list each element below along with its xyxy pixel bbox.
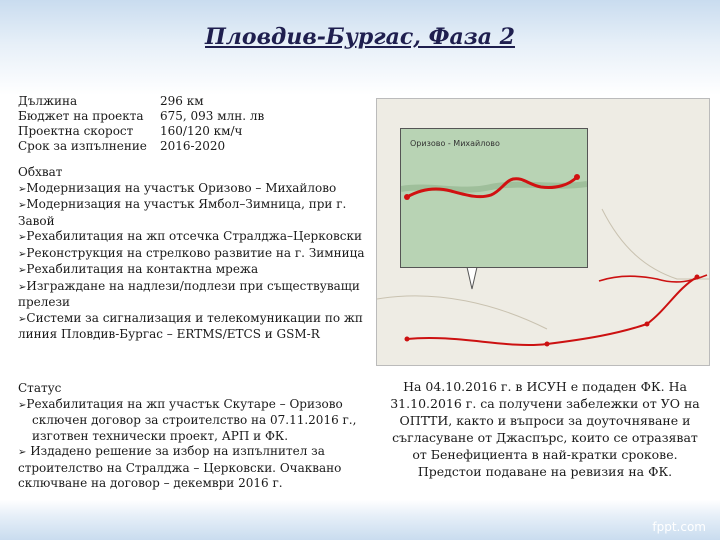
- bullet-arrow-icon: ➢: [18, 248, 27, 260]
- inset-label: Оризово - Михайлово: [410, 139, 500, 148]
- status-section: [18, 381, 368, 492]
- scope-item: ➢Модернизация на участък Ямбол–Зимница, при г. Завой: [18, 197, 347, 228]
- info-value: 2016-2020: [160, 139, 226, 153]
- bullet-arrow-icon: ➢: [18, 183, 27, 195]
- scope-item: ➢Рехабилитация на жп отсечка Стралджа–Церковски: [18, 229, 362, 243]
- map-inset-oryzovo-mihaylovo: [400, 128, 588, 268]
- info-value: 296 км: [160, 94, 204, 108]
- watermark: fppt.com: [652, 520, 706, 534]
- bullet-arrow-icon: ➢: [18, 447, 27, 458]
- bullet-arrow-icon: ➢: [18, 281, 27, 293]
- info-label: Дължина: [18, 94, 78, 108]
- fk-status-note: На 04.10.2016 г. в ИСУН е подаден ФК. На 31.10.2016 г. са получени забележки от УО на ОПТТИ, както и въпроси за доуточняване и съгласуване от Джаспърс, които се отразяват от Бенефициента в най-кратки срокове. Предстои подаване на ревизия на ФК.: [390, 379, 700, 479]
- scope-item: ➢Изграждане на надлези/подлези при съществуващи прелези: [18, 278, 360, 309]
- bullet-arrow-icon: ➢: [18, 232, 27, 243]
- info-label: Проектна скорост: [18, 124, 134, 138]
- slide-title: Пловдив-Бургас, Фаза 2: [205, 24, 515, 50]
- status-item: ➢Рехабилитация на жп участък Скутаре – Оризово: [18, 396, 343, 411]
- info-value: 160/120 км/ч: [160, 124, 243, 138]
- scope-item: ➢Рехабилитация на контактна мрежа: [18, 262, 259, 276]
- bullet-arrow-icon: ➢: [18, 200, 27, 211]
- footer-gradient: [0, 500, 720, 540]
- info-row: [18, 94, 264, 109]
- scope-item: ➢Системи за сигнализация и телекомуникации по жп линия Пловдив-Бургас – ERTMS/ETCS и GSM-R: [18, 310, 363, 341]
- status-heading: Статус: [18, 381, 62, 395]
- scope-section: [18, 165, 368, 343]
- info-row: [18, 109, 264, 124]
- info-value: 675, 093 млн. лв: [160, 109, 265, 123]
- scope-item: ➢Реконструкция на стрелково развитие на г. Зимница: [18, 245, 365, 260]
- project-info: [18, 94, 264, 154]
- bullet-arrow-icon: ➢: [18, 399, 27, 411]
- inset-drawing: [401, 129, 587, 267]
- info-label: Бюджет на проекта: [18, 109, 144, 123]
- bullet-arrow-icon: ➢: [18, 265, 27, 276]
- info-row: [18, 124, 264, 139]
- bullet-arrow-icon: ➢: [18, 313, 27, 325]
- status-item-continuation: сключен договор за строителство на 07.11.2016 г., изготвен технически проект, АРП и ФК.: [32, 413, 357, 443]
- info-row: [18, 139, 264, 154]
- scope-item: ➢Модернизация на участък Оризово – Михайлово: [18, 180, 337, 195]
- status-item: ➢ Издадено решение за избор на изпълнител за строителство на Стралджа – Церковски. Очаквано сключване на договор – декември 2016 г.: [18, 444, 342, 490]
- scope-heading: Обхват: [18, 165, 63, 179]
- info-label: Срок за изпълнение: [18, 139, 147, 153]
